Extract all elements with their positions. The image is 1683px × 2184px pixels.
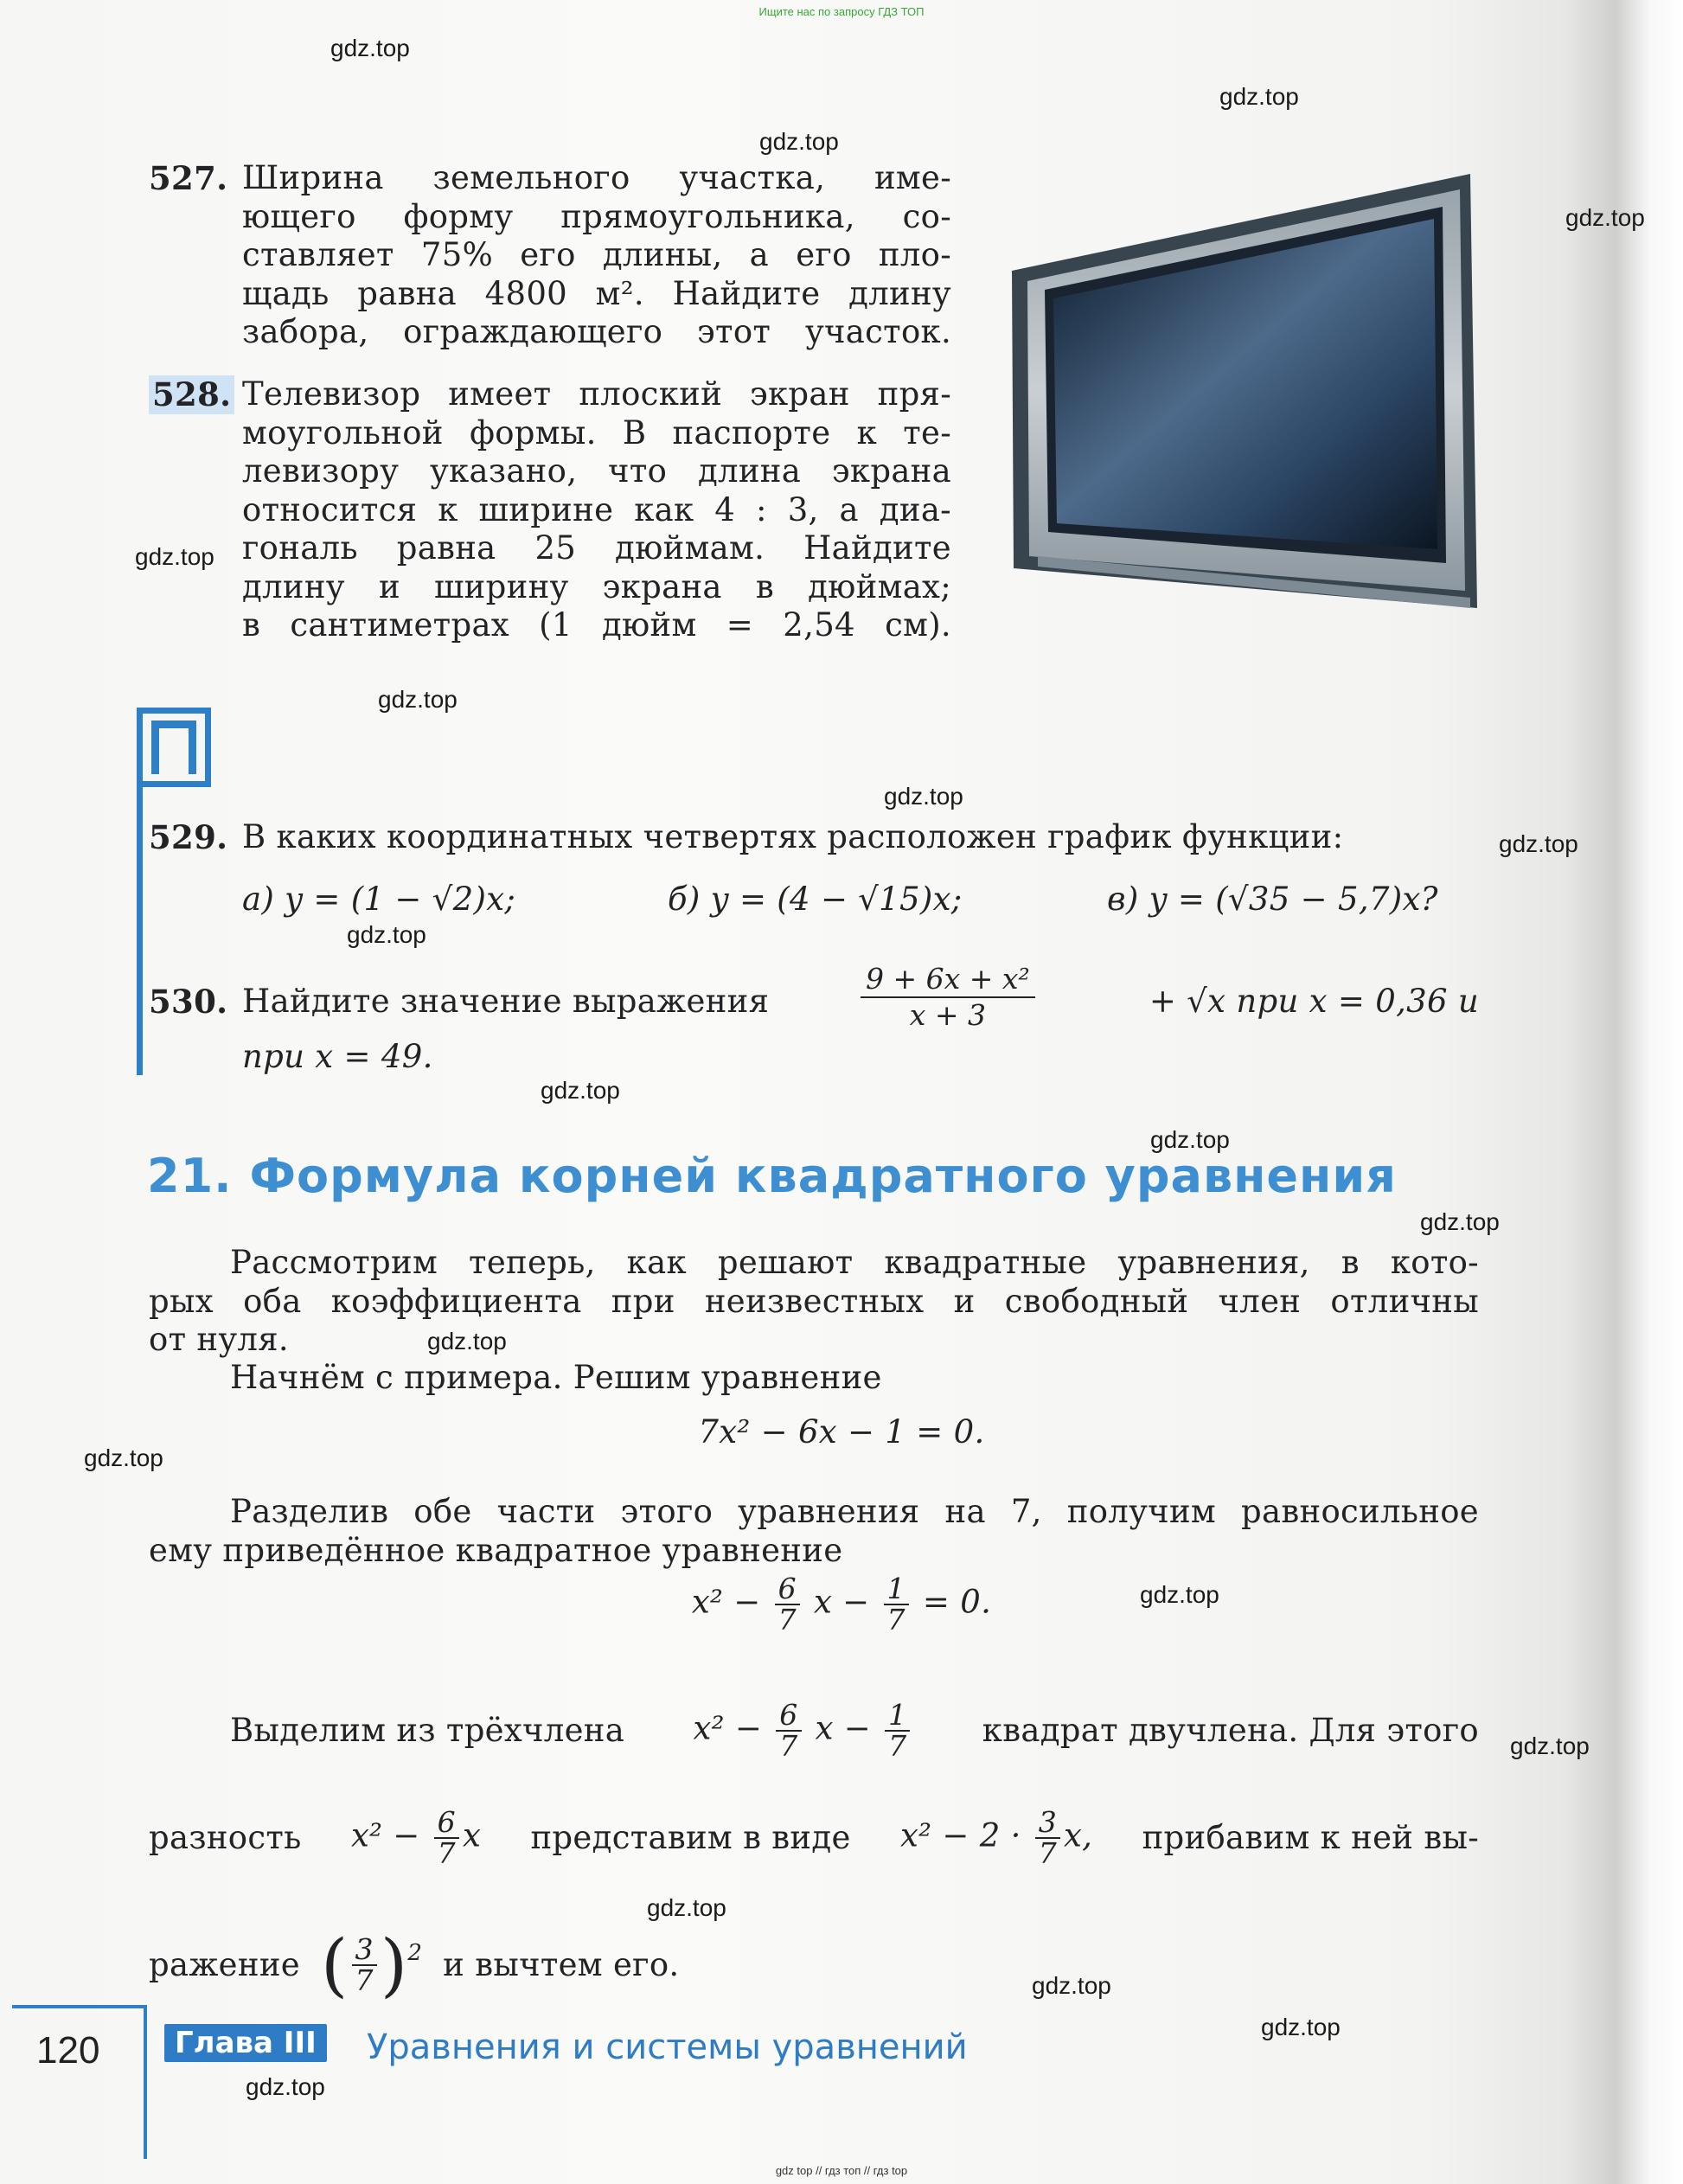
squared-fraction: ( $\frac{3}{7}$ ) $^2$ [321,1925,423,2005]
section-paragraph-2: Начнём с примера. Решим уравнение [230,1359,882,1396]
footer-rule [12,2005,147,2008]
watermark: gdz.top [759,128,839,155]
repeat-section-icon [137,708,211,787]
text-line: от нуля. [149,1321,289,1358]
footer-note: gdz top // гдз топ // гдз top [775,2164,908,2177]
problem-528-number: 528. [149,375,234,414]
text-line: левизору указано, что длина экрана [242,452,951,490]
watermark: gdz.top [246,2073,325,2100]
watermark: gdz.top [427,1328,507,1355]
fraction: $\frac{6}{7}$ [434,1808,459,1868]
text-line: щадь равна 4800 м². Найдите длину [242,274,951,312]
footer-rule-vertical [144,2005,147,2159]
fraction: $\frac{3}{7}$ [1035,1808,1060,1868]
text-line: гональ равна 25 дюймам. Найдите [242,529,951,567]
section-paragraph-3 [149,1493,1479,1570]
trinomial: x² − $\frac{6}{7}$ x − $\frac{1}{7}$ [693,1700,913,1761]
difference: x² − $\frac{6}{7}$ x [350,1805,482,1870]
tv-illustration [1003,169,1488,618]
problem-529-b: б) y = (4 − √15)x; [668,881,963,918]
text-line: Рассмотрим теперь, как решают квадратные уравнения, в кото- [230,1244,1479,1281]
chapter-badge: Глава III [164,2024,327,2062]
watermark: gdz.top [884,783,963,810]
problem-529-a: а) y = (1 − √2)x; [242,881,516,918]
problem-529-text: В каких координатных четвертях расположен график функции: [242,818,1344,855]
watermark: gdz.top [347,921,426,948]
expansion: x² − 2 · $\frac{3}{7}$ x, [899,1805,1093,1870]
watermark: gdz.top [1140,1581,1219,1608]
watermark: gdz.top [1261,2014,1341,2040]
text-line: Разделив обе части этого уравнения на 7, получим равносильное [230,1493,1479,1530]
text-line: Телевизор имеет плоский экран пря- [242,375,951,413]
section-paragraph-6: ражение ( $\frac{3}{7}$ ) $^2$ и вычтем его. [149,1925,680,2005]
fraction: $\frac{6}{7}$ [775,1574,800,1635]
problem-530-number: 530. [149,983,228,1021]
fraction-denominator: x + 3 [909,998,986,1032]
fraction: $\frac{6}{7}$ [776,1700,801,1761]
watermark: gdz.top [1032,1972,1111,1999]
watermark: gdz.top [378,686,458,713]
text-line: длину и ширину экрана в дюймах; [242,567,951,605]
watermark: gdz.top [135,543,214,570]
problem-530-line2: при x = 49. [242,1038,433,1075]
problem-527-number: 527. [149,159,228,197]
problem-529-c: в) y = (√35 − 5,7)x? [1107,881,1438,918]
problem-528-text [242,375,951,645]
watermark: gdz.top [1499,830,1578,857]
fraction: $\frac{3}{7}$ [352,1935,377,1995]
section-paragraph-4: Выделим из трёхчлена x² − $\frac{6}{7}$ x − $\frac{1}{7}$ квадрат двучлена. Для этого [230,1698,1479,1763]
problem-530-text: Найдите значение выражения [242,983,770,1020]
problem-527-text [242,159,951,352]
chapter-title: Уравнения и системы уравнений [367,2027,968,2067]
fraction-numerator: 9 + 6x + x² [861,962,1035,998]
section-paragraph-1 [149,1244,1479,1360]
text-line: ющего форму прямоугольника, со- [242,197,951,235]
text-line: забора, ограждающего этот участок. [242,313,951,350]
equation-2: x² − $\frac{6}{7}$ x − $\frac{1}{7}$ = 0. [691,1572,992,1636]
watermark: gdz.top [330,35,410,61]
text-line: относится к ширине как 4 : 3, а диа- [242,490,951,528]
section-title: 21. Формула корней квадратного уравнения [147,1149,1397,1203]
watermark: gdz.top [1219,83,1299,110]
text-line: ставляет 75% его длины, а его пло- [242,236,951,273]
watermark: gdz.top [647,1894,726,1921]
page-number: 120 [36,2029,100,2072]
section-paragraph-5: разность x² − $\frac{6}{7}$ x представим в виде x² − 2 · $\frac{3}{7}$ x, прибавим к ней вы- [149,1805,1479,1870]
text-line: в сантиметрах (1 дюйм = 2,54 см). [242,606,951,644]
text-line: рых оба коэффициента при неизвестных и свободный член отличны [149,1282,1479,1320]
watermark: gdz.top [84,1444,163,1471]
problem-530-fraction [861,962,1035,1033]
watermark: gdz.top [1510,1732,1590,1759]
fraction: $\frac{1}{7}$ [884,1574,909,1635]
watermark: gdz.top [1420,1208,1500,1235]
section-rule [137,783,143,1075]
watermark: gdz.top [541,1077,620,1104]
problem-530-tail: + √x при x = 0,36 и [1149,983,1479,1020]
text-line: Ширина земельного участка, име- [242,159,951,196]
watermark: gdz.top [1150,1126,1230,1153]
problem-529-number: 529. [149,818,228,856]
watermark: gdz.top [1565,204,1645,231]
fraction: $\frac{1}{7}$ [885,1700,910,1761]
header-note: Ищите нас по запросу ГДЗ ТОП [758,5,925,18]
text-line: моугольной формы. В паспорте к те- [242,413,951,452]
equation-1: 7x² − 6x − 1 = 0. [698,1413,985,1451]
text-line: ему приведённое квадратное уравнение [149,1531,843,1569]
